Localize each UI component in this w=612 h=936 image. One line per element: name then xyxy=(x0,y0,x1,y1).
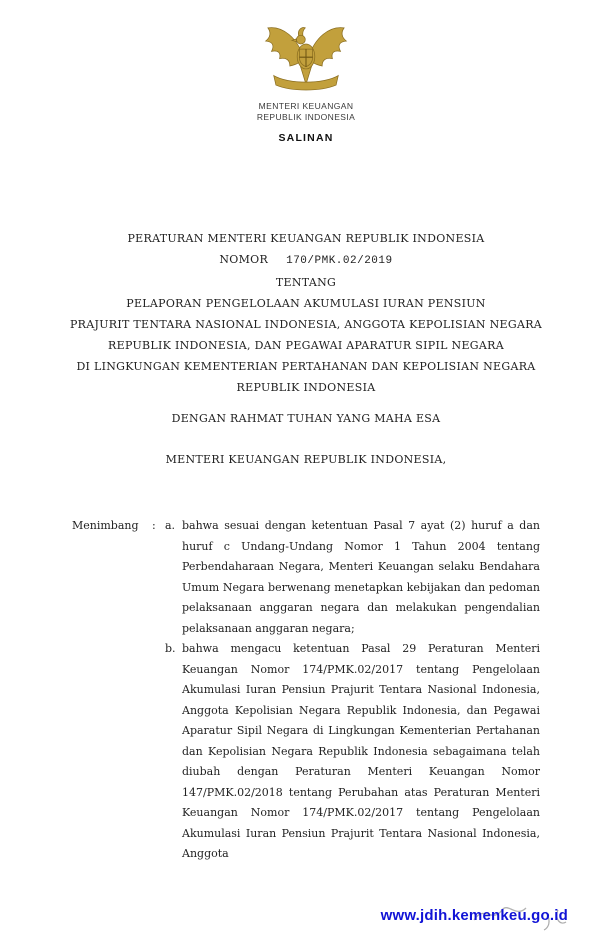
subject-line: PRAJURIT TENTARA NASIONAL INDONESIA, ANGGOTA KEPOLISIAN NEGARA xyxy=(69,318,543,331)
invocation-line: DENGAN RAHMAT TUHAN YANG MAHA ESA xyxy=(171,412,441,425)
ministry-line1: MENTERI KEUANGAN xyxy=(258,101,354,111)
issuer-line: MENTERI KEUANGAN REPUBLIK INDONESIA, xyxy=(165,453,447,466)
regulation-title-line: PERATURAN MENTERI KEUANGAN REPUBLIK INDONESIA xyxy=(127,232,485,245)
garuda-pancasila-emblem-icon xyxy=(262,14,350,96)
item-text: bahwa mengacu ketentuan Pasal 29 Peraturan Menteri Keuangan Nomor 174/PMK.02/2017 tentang Pengelolaan Akumulasi Iuran Pensiun Prajurit Tentara Nasional Indonesia, Anggota Kepolisian Negara Republik Indonesia, dan Pegawai Aparatur Sipil Negara di Lingkungan Kementerian Pertahanan dan Kepolisian Negara Republik Indonesia sebagaimana telah diubah dengan Peraturan Menteri Keuangan Nomor 147/PMK.02/2018 tentang Perubahan atas Peraturan Menteri Keuangan Nomor 174/PMK.02/2017 tentang Pengelolaan Akumulasi Iuran Pensiun Prajurit Tentara Nasional Indonesia, Anggota xyxy=(182,642,540,860)
menimbang-clause xyxy=(72,516,540,865)
subject-line: REPUBLIK INDONESIA xyxy=(236,381,376,394)
clause-colon: : xyxy=(152,519,156,532)
subject-line: DI LINGKUNGAN KEMENTERIAN PERTAHANAN DAN KEPOLISIAN NEGARA xyxy=(76,360,536,373)
subject-line: PELAPORAN PENGELOLAAN AKUMULASI IURAN PENSIUN xyxy=(126,297,486,310)
consideration-item-a xyxy=(165,516,540,639)
item-text: bahwa sesuai dengan ketentuan Pasal 7 ayat (2) huruf a dan huruf c Undang-Undang Nomor 1 Tahun 2004 tentang Perbendaharaan Negara, Menteri Keuangan selaku Bendahara Umum Negara berwenang menetapkan kebijakan dan pedoman pelaksanaan anggaran negara dan melakukan pengendalian pelaksanaan anggaran negara; xyxy=(182,519,540,635)
nomor-value: 170/PMK.02/2019 xyxy=(286,255,393,267)
nomor-label: NOMOR xyxy=(219,253,269,266)
ministry-line2: REPUBLIK INDONESIA xyxy=(256,112,356,122)
ministry-name xyxy=(0,101,612,123)
title-block xyxy=(0,228,612,470)
copy-stamp-label: SALINAN xyxy=(278,132,334,144)
item-letter: b. xyxy=(165,642,176,655)
letterhead xyxy=(0,0,612,144)
document-content xyxy=(0,228,612,865)
subject-line: REPUBLIK INDONESIA, DAN PEGAWAI APARATUR SIPIL NEGARA xyxy=(108,339,504,352)
menimbang-label: Menimbang xyxy=(72,519,139,532)
body-block xyxy=(0,516,612,865)
tentang-label: TENTANG xyxy=(275,276,337,289)
jdih-watermark-link[interactable]: www.jdih.kemenkeu.go.id xyxy=(380,907,568,924)
consideration-item-b xyxy=(165,639,540,865)
item-letter: a. xyxy=(165,519,176,532)
regulation-number-line xyxy=(0,249,612,272)
consideration-list xyxy=(165,516,540,865)
